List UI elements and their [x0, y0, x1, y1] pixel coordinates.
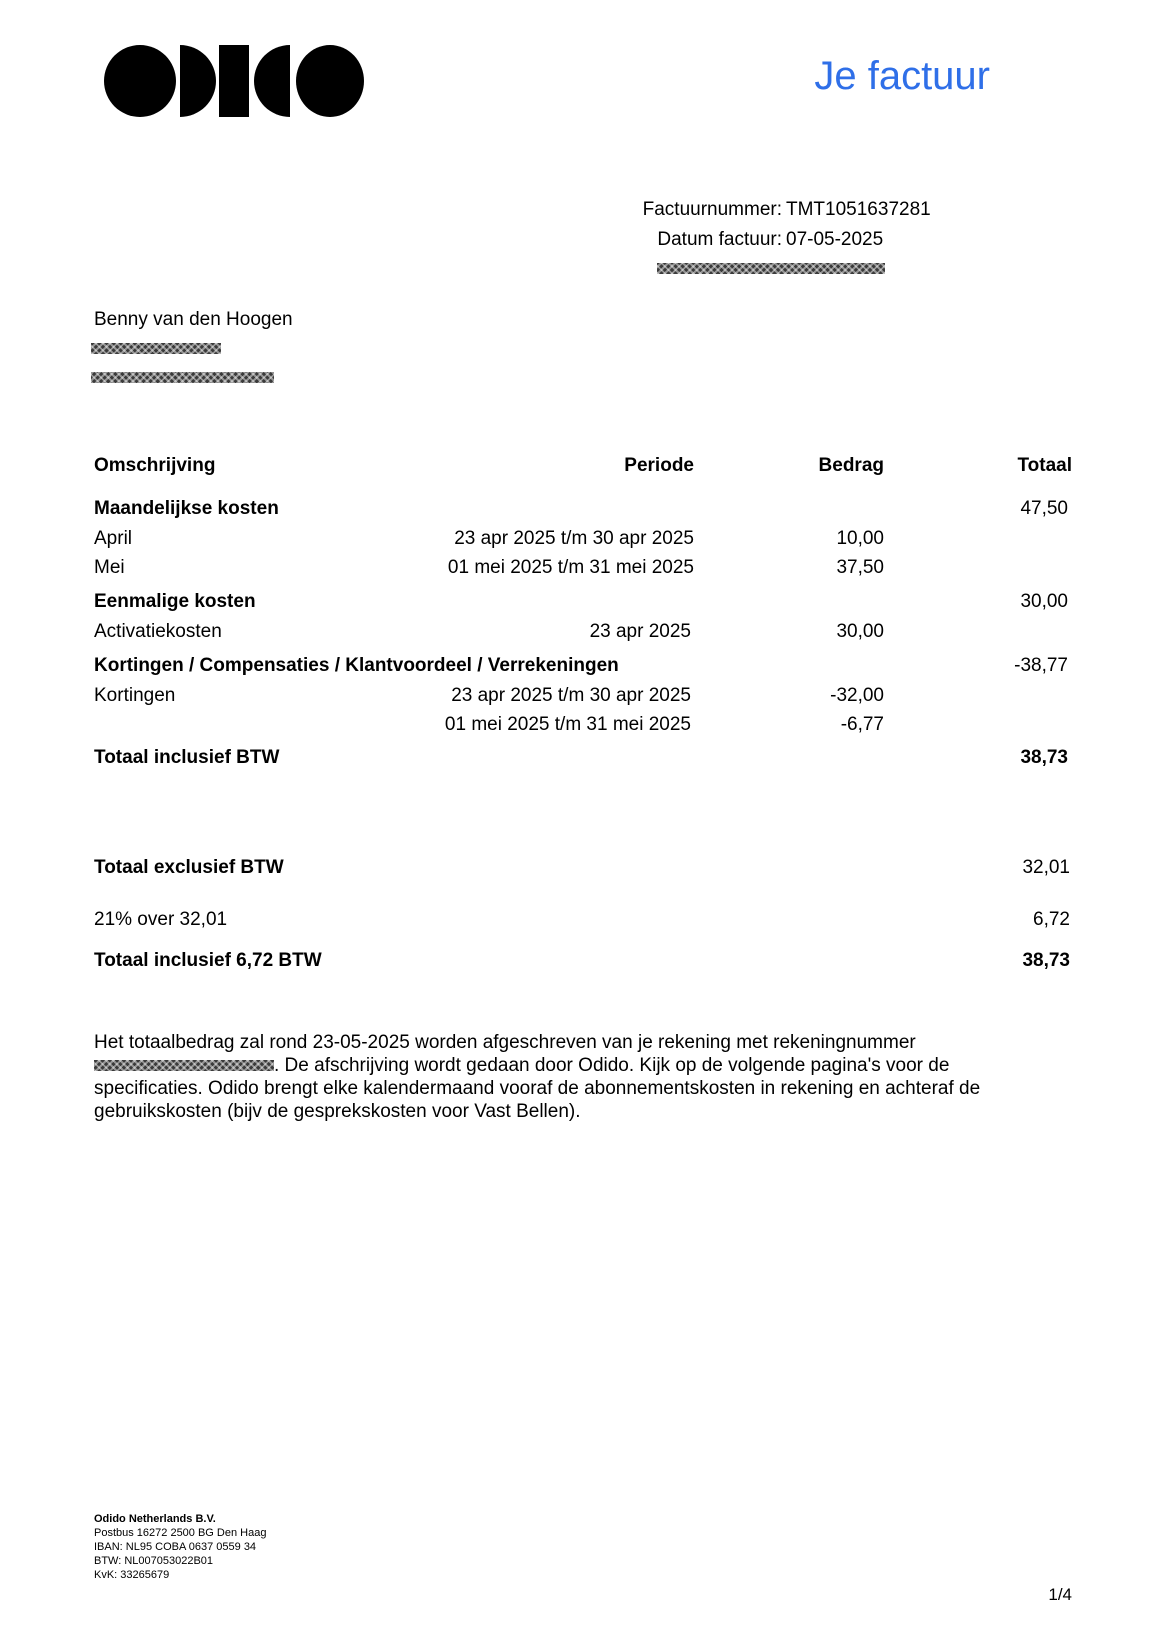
paragraph-line-3: specificaties. Odido brengt elke kalendermaand vooraf de abonnementskosten in rekening en achteraf de [94, 1078, 981, 1099]
vat-rate-label: 21% over 32,01 [94, 909, 228, 930]
invoice-number-value: TMT1051637281 [786, 199, 931, 220]
table-row-amount: 10,00 [836, 528, 884, 549]
logo-letter-d-mirrored [254, 45, 290, 117]
invoice-number-label: Factuurnummer: [642, 199, 782, 220]
table-row-period: 23 apr 2025 [589, 621, 691, 642]
table-row-period: 01 mei 2025 t/m 31 mei 2025 [447, 557, 694, 578]
footer-address: Postbus 16272 2500 BG Den Haag [94, 1527, 267, 1539]
vat-excl-label: Totaal exclusief BTW [94, 857, 284, 878]
footer-iban: IBAN: NL95 COBA 0637 0559 34 [94, 1541, 257, 1553]
vat-incl-label: Totaal inclusief 6,72 BTW [94, 950, 322, 971]
section-monthly-label: Maandelijkse kosten [94, 498, 279, 519]
header-total: Totaal [1017, 455, 1072, 476]
table-row-amount: -6,77 [840, 714, 884, 735]
recipient-name: Benny van den Hoogen [94, 309, 293, 330]
document-title: Je factuur [814, 54, 990, 98]
total-incl-value: 38,73 [1020, 747, 1068, 768]
redacted-address-line-1 [91, 343, 221, 354]
paragraph-line-2 [94, 1054, 1054, 1077]
paragraph-line-2-text: . De afschrijving wordt gedaan door Odido. Kijk op de volgende pagina's voor de [274, 1055, 950, 1076]
redacted-account-number [94, 1060, 274, 1071]
logo-letter-d [180, 45, 216, 117]
table-row-description: Mei [94, 557, 125, 578]
header-amount: Bedrag [818, 455, 884, 476]
footer-company: Odido Netherlands B.V. [94, 1513, 216, 1525]
header-period: Periode [624, 455, 694, 476]
table-row-period: 01 mei 2025 t/m 31 mei 2025 [444, 714, 691, 735]
table-row-amount: 30,00 [836, 621, 884, 642]
footer-btw: BTW: NL007053022B01 [94, 1555, 214, 1567]
company-footer [94, 1512, 266, 1582]
table-row-description: Activatiekosten [94, 621, 222, 642]
table-row-period: 23 apr 2025 t/m 30 apr 2025 [451, 685, 691, 706]
invoice-date-row [600, 229, 883, 251]
page-number: 1/4 [1048, 1585, 1072, 1604]
invoice-date-value: 07-05-2025 [786, 229, 884, 250]
table-row-amount: -32,00 [830, 685, 884, 706]
total-incl-label: Totaal inclusief BTW [94, 747, 280, 768]
header-description: Omschrijving [94, 455, 216, 476]
section-onetime-total: 30,00 [1020, 591, 1068, 612]
payment-paragraph [94, 1031, 1054, 1123]
paragraph-line-4: gebruikskosten (bijv de gesprekskosten voor Vast Bellen). [94, 1101, 581, 1122]
table-row-amount: 37,50 [836, 557, 884, 578]
section-discounts-total: -38,77 [1014, 655, 1068, 676]
logo-letter-i [219, 45, 249, 117]
section-onetime-label: Eenmalige kosten [94, 591, 256, 612]
odido-logo [104, 45, 364, 117]
vat-incl-value: 38,73 [1022, 950, 1070, 971]
logo-letter-o-2 [296, 45, 364, 117]
section-monthly-total: 47,50 [1020, 498, 1068, 519]
invoice-number-row [600, 199, 931, 221]
vat-rate-value: 6,72 [1033, 909, 1070, 930]
section-discounts-label: Kortingen / Compensaties / Klantvoordeel / Verrekeningen [94, 655, 619, 676]
redacted-address-line-2 [91, 372, 274, 383]
redacted-meta-line [657, 263, 885, 274]
table-row-period: 23 apr 2025 t/m 30 apr 2025 [454, 528, 694, 549]
logo-letter-o [104, 45, 176, 117]
table-row-description: Kortingen [94, 685, 176, 706]
footer-kvk: KvK: 33265679 [94, 1569, 170, 1581]
invoice-date-label: Datum factuur: [657, 229, 782, 250]
vat-excl-value: 32,01 [1022, 857, 1070, 878]
paragraph-line-1: Het totaalbedrag zal rond 23-05-2025 worden afgeschreven van je rekening met rekeningnummer [94, 1032, 916, 1053]
table-row-description: April [94, 528, 133, 549]
